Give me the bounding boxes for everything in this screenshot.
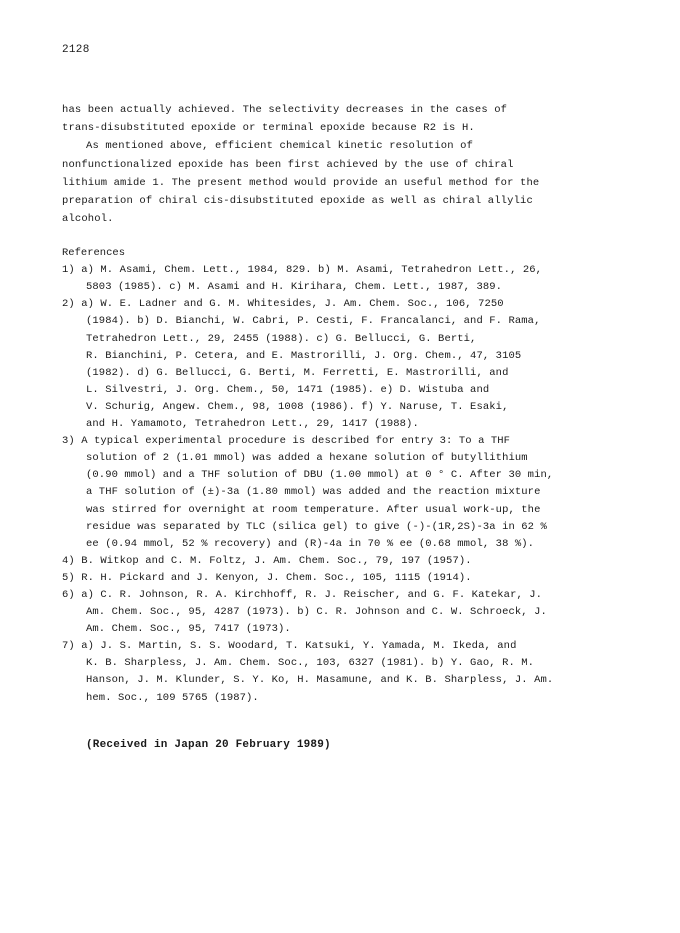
reference-line: L. Silvestri, J. Org. Chem., 50, 1471 (1985). e) D. Wistuba and <box>86 383 490 396</box>
reference-line: Tetrahedron Lett., 29, 2455 (1988). c) G. Bellucci, G. Berti, <box>86 332 477 345</box>
reference-line: 3) A typical experimental procedure is described for entry 3: To a THF <box>62 435 511 448</box>
reference-line: (1982). d) G. Bellucci, G. Berti, M. Ferretti, E. Mastrorilli, and <box>86 366 509 379</box>
reference-line: ee (0.94 mmol, 52 % recovery) and (R)-4a in 70 % ee (0.68 mmol, 38 %). <box>86 537 535 550</box>
received-date: (Received in Japan 20 February 1989) <box>86 739 331 751</box>
reference-line: (1984). b) D. Bianchi, W. Cabri, P. Cesti, F. Francalanci, and F. Rama, <box>86 315 541 328</box>
body-line: nonfunctionalized epoxide has been first achieved by the use of chiral <box>62 158 514 171</box>
references-section <box>62 245 632 707</box>
reference-line: 2) a) W. E. Ladner and G. M. Whitesides, J. Am. Chem. Soc., 106, 7250 <box>62 298 504 311</box>
body-line: As mentioned above, efficient chemical kinetic resolution of <box>86 140 474 153</box>
reference-line: 5) R. H. Pickard and J. Kenyon, J. Chem. Soc., 105, 1115 (1914). <box>62 571 472 584</box>
reference-line: a THF solution of (±)-3a (1.80 mmol) was added and the reaction mixture <box>86 486 541 499</box>
body-line: trans-disubstituted epoxide or terminal epoxide because R2 is H. <box>62 122 475 135</box>
reference-line: 6) a) C. R. Johnson, R. A. Kirchhoff, R. J. Reischer, and G. F. Katekar, J. <box>62 588 543 601</box>
reference-line: 1) a) M. Asami, Chem. Lett., 1984, 829. b) M. Asami, Tetrahedron Lett., 26, <box>62 264 543 277</box>
body-text <box>62 101 622 228</box>
reference-line: Am. Chem. Soc., 95, 7417 (1973). <box>86 623 291 636</box>
reference-line: K. B. Sharpless, J. Am. Chem. Soc., 103, 6327 (1981). b) Y. Gao, R. M. <box>86 657 535 670</box>
reference-line: hem. Soc., 109 5765 (1987). <box>86 691 259 704</box>
references-heading: References <box>62 247 126 259</box>
reference-line: R. Bianchini, P. Cetera, and E. Mastrorilli, J. Org. Chem., 47, 3105 <box>86 349 522 362</box>
reference-line: was stirred for overnight at room temperature. After usual work-up, the <box>86 503 541 516</box>
reference-line: V. Schurig, Angew. Chem., 98, 1008 (1986). f) Y. Naruse, T. Esaki, <box>86 400 509 413</box>
body-line: preparation of chiral cis-disubstituted epoxide as well as chiral allylic <box>62 194 533 207</box>
reference-line: Am. Chem. Soc., 95, 4287 (1973). b) C. R. Johnson and C. W. Schroeck, J. <box>86 606 547 619</box>
reference-line: solution of 2 (1.01 mmol) was added a hexane solution of butyllithium <box>86 452 528 465</box>
reference-line: 5803 (1985). c) M. Asami and H. Kirihara, Chem. Lett., 1987, 389. <box>86 281 503 294</box>
reference-line: 7) a) J. S. Martin, S. S. Woodard, T. Katsuki, Y. Yamada, M. Ikeda, and <box>62 640 517 653</box>
page-number: 2128 <box>62 44 90 56</box>
reference-line: 4) B. Witkop and C. M. Foltz, J. Am. Chem. Soc., 79, 197 (1957). <box>62 554 472 567</box>
body-line: alcohol. <box>62 213 114 226</box>
body-line: has been actually achieved. The selectivity decreases in the cases of <box>62 104 508 116</box>
reference-line: and H. Yamamoto, Tetrahedron Lett., 29, 1417 (1988). <box>86 418 419 431</box>
reference-line: residue was separated by TLC (silica gel) to give (-)-(1R,2S)-3a in 62 % <box>86 520 547 533</box>
reference-line: Hanson, J. M. Klunder, S. Y. Ko, H. Masamune, and K. B. Sharpless, J. Am. <box>86 674 554 687</box>
reference-line: (0.90 mmol) and a THF solution of DBU (1.00 mmol) at 0 ° C. After 30 min, <box>86 469 554 482</box>
body-line: lithium amide 1. The present method would provide an useful method for the <box>62 176 540 189</box>
